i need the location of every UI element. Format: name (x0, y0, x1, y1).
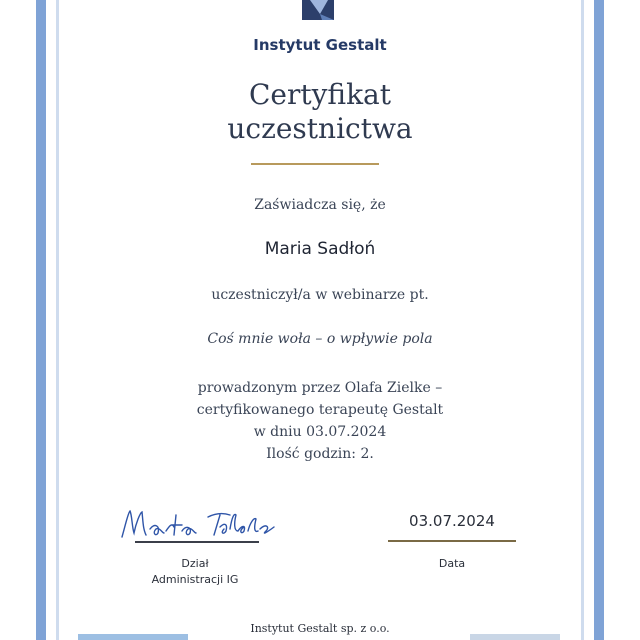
footer-partner-logo-left (78, 634, 188, 640)
signature-label (120, 556, 270, 588)
details-line: w dniu 03.07.2024 (253, 424, 387, 440)
details-line: prowadzonym przez Olafa Zielke – (197, 380, 443, 396)
signature-label-line2: Administracji IG (151, 573, 239, 586)
signature-line (135, 541, 259, 543)
institute-logo-icon (298, 0, 338, 22)
certificate-title-line2: uczestnictwa (227, 112, 413, 145)
intro-text: Zaświadcza się, że (254, 197, 386, 213)
handwritten-signature (116, 503, 276, 543)
participation-text: uczestniczył/a w webinarze pt. (211, 287, 429, 303)
participant-name: Maria Sadłoń (264, 239, 376, 259)
signature-label-line1: Dział (181, 557, 209, 570)
issue-date: 03.07.2024 (409, 512, 495, 530)
details-line: certyfikowanego terapeutę Gestalt (196, 402, 444, 418)
gold-divider (251, 163, 379, 165)
date-label: Data (438, 557, 466, 570)
footer-text: Instytut Gestalt sp. z o.o. (250, 622, 390, 635)
footer-partner-logo-right (470, 634, 560, 640)
date-line (388, 540, 516, 542)
certificate-title (0, 78, 640, 146)
webinar-title: Coś mnie woła – o wpływie pola (207, 331, 433, 347)
webinar-details (0, 377, 640, 465)
certificate-title-line1: Certyfikat (248, 78, 392, 111)
details-line: Ilość godzin: 2. (266, 446, 374, 462)
organization-name: Instytut Gestalt (253, 36, 387, 54)
